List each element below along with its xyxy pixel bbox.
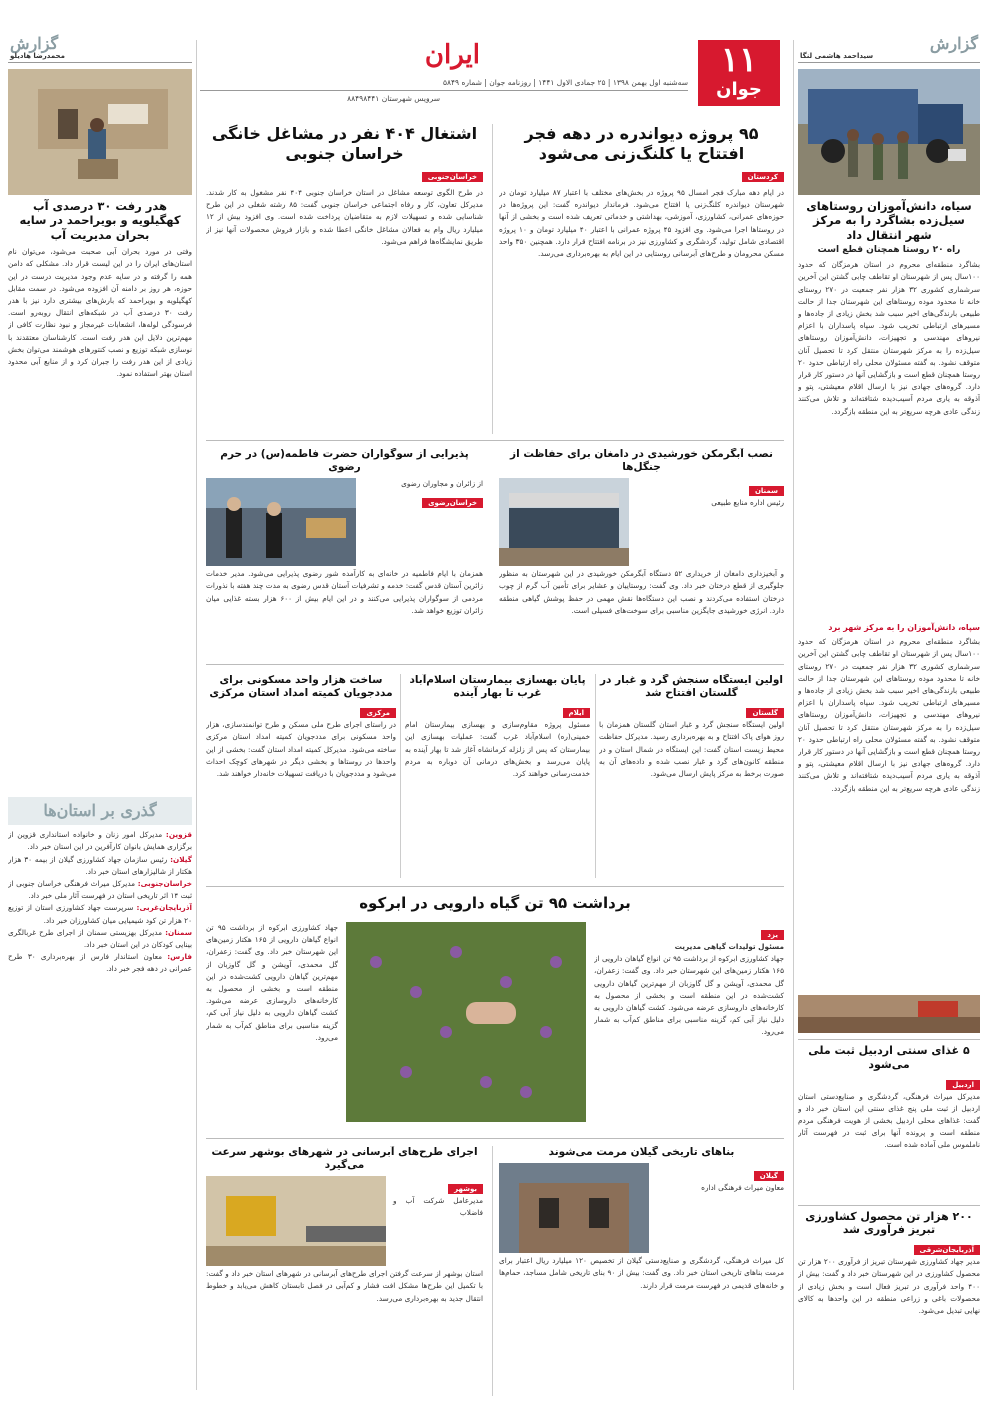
- photo-water-village: [8, 69, 192, 195]
- left-body: وفتی در مورد بحران آبی صحبت می‌شود، می‌توان نام استان‌های ایران را در این لیست قرار داد. مشکلی که دامن همه را گرفته و در سایه عدم وجود مدیریت درست در این حوزه، هر روز بر دامنه آن افزوده می‌شود. در سمت مقابل کهگیلویه و بویراحمد که بارش‌های بیشتری دارد نیز با هدر رفت ۳۰ درصدی آب در شبکه‌های انتقال روبه‌رو است. فرسودگی لوله‌ها، انشعابات غیرمجاز و نبود نظارت کافی از مهم‌ترین دلایل این هدر رفت است. کارشناسان معتقدند با نوسازی شبکه توزیع و نصب کنتورهای هوشمند می‌توان بخش زیادی از این هدر رفت را جبران کرد و از منابع آبی محدود استان بهتر استفاده نمود.: [8, 247, 192, 379]
- story2-badge: خراسان‌جنوبی: [422, 172, 483, 182]
- brief-item: فارس: معاون استاندار فارس از بهره‌برداری ۳۰ طرح عمرانی در دهه فجر خبر داد.: [8, 952, 192, 974]
- row2-2-headline: پذیرایی از سوگواران حضرت فاطمه(س) در حرم رضوی: [220, 448, 469, 474]
- row4-1-caption: معاون میراث فرهنگی اداره: [701, 1183, 784, 1193]
- masthead: [200, 40, 780, 110]
- section-title: گزارش: [929, 34, 978, 53]
- right-column: [798, 34, 980, 1394]
- rule: [492, 124, 493, 434]
- row4-story-1: [499, 1146, 784, 1396]
- right-subhead: راه ۲۰ روستا همچنان قطع است: [817, 245, 961, 256]
- top-story-2: [206, 124, 483, 434]
- logo-text: جوان: [716, 79, 762, 100]
- left-column: [8, 34, 192, 1394]
- brief-item: سمنان: مدیرکل بهزیستی سمنان از اجرای طرح غربالگری بینایی کودکان در این استان خبر داد.: [8, 927, 192, 949]
- divider: [206, 886, 784, 887]
- row4-2-caption: مدیرعامل شرکت آب و فاضلاب: [393, 1196, 483, 1218]
- story2-body: در طرح الگوی توسعه مشاغل در استان خراسان جنوبی ۴۰۴ نفر مشغول به کار شدند. مدیرکل تعاون، کار و رفاه اجتماعی خراسان جنوبی گفت: ۸۵ رشته شغلی در این طرح شناسایی شده و تسهیلات لازم به متقاضیان پرداخت شده است. وی افزود بیش از ۱۲ میلیارد ریال وام به فعالان مشاغل خانگی اعطا شده و بازار فروش محصولات آنها نیز از طریق نمایشگاه‌ها فراهم می‌شود.: [206, 188, 483, 246]
- row4-1-body: کل میراث فرهنگی، گردشگری و صنایع‌دستی گیلان از تخصیص ۱۲۰ میلیارد ریال اعتبار برای مرمت بناهای تاریخی استان خبر داد. وی گفت: بیش از ۹۰ بنای تاریخی شامل مساجد، حمام‌ها و خانه‌های قدیمی در فهرست مرمت قرار دارند.: [499, 1256, 784, 1290]
- row3-story-3: [206, 674, 396, 878]
- dateline: سه‌شنبه اول بهمن ۱۳۹۸ | ۲۵ جمادی الاول ۱۴۴۱ | روزنامه جوان | شماره ۵۸۴۹: [442, 78, 688, 87]
- right-box2: [798, 1039, 980, 1201]
- feature-caption: مسئول تولیدات گیاهی مدیریت: [674, 942, 784, 951]
- briefs-list: [8, 829, 192, 1374]
- row2-1-badge: سمنان: [749, 486, 784, 496]
- right-section-label: [798, 34, 980, 63]
- left-headline: هدر رفت ۳۰ درصدی آب کهگیلویه و بویراحمد در سایه بحران مدیریت آب: [19, 199, 181, 242]
- box2-badge: اردبیل: [946, 1080, 980, 1090]
- row4-2-body: استان بوشهر از سرعت گرفتن اجرای طرح‌های آبرسانی در شهرهای استان خبر داد و گفت: با تکمیل این طرح‌ها مشکل افت فشار و کم‌آبی در فصل تابستان کاهش می‌یابد و خطوط انتقال جدید به بهره‌برداری می‌رسد.: [206, 1269, 483, 1303]
- row3-2-body: مسئول پروژه مقاوم‌سازی و بهسازی بیمارستان امام خمینی(ره) اسلام‌آباد غرب گفت: عملیات بهسازی این بیمارستان که پس از زلزله کرمانشاه آغاز شد تا بهار آینده به پایان می‌رسد و بخش‌های درمانی آن دوباره به مردم خدمت‌رسانی خواهند کرد.: [405, 720, 590, 779]
- row3-1-body: اولین ایستگاه سنجش گرد و غبار استان گلستان همزمان با روز هوای پاک افتتاح و به بهره‌برداری رسید. مدیرکل حفاظت محیط زیست استان گفت: این ایستگاه در شمال استان و در منطقه کانون‌های گرد و غبار نصب شده و داده‌های آن به صورت برخط به مرکز پایش ارسال می‌شود.: [599, 720, 784, 779]
- logo: [698, 40, 780, 106]
- box3-headline: ۲۰۰ هزار تن محصول کشاورزی تبریز فرآوری شد: [805, 1209, 973, 1237]
- row3-3-body: در راستای اجرای طرح ملی مسکن و طرح توانمندسازی، هزار واحد مسکونی برای مددجویان کمیته امداد استان مرکزی ساخته می‌شود. مدیرکل کمیته امداد استان گفت: بخشی از این واحدها در روستاها و بخشی دیگر در شهرهای کوچک احداث می‌شود و مددجویان با دریافت تسهیلات خانه‌دار خواهند شد.: [206, 720, 396, 779]
- row3-2-badge: ایلام: [563, 708, 590, 718]
- divider: [206, 440, 784, 441]
- row4-1-badge: گیلان: [754, 1171, 784, 1181]
- photo-flood-road: [798, 995, 980, 1033]
- story1-body: در ایام دهه مبارک فجر امسال ۹۵ پروژه در بخش‌های مختلف با اعتبار ۸۷ میلیارد تومان در شهرستان دیواندره کلنگ‌زنی یا افتتاح می‌شود. فرماندار دیواندره گفت: این پروژه‌ها در حوزه‌های عمرانی، کشاورزی، آموزشی، بهداشتی و خدماتی تعریف شده است و بخشی از آنها در روستاها اجرا می‌شود. وی افزود ۴۵ پروژه عمرانی با اعتبار ۴۰ میلیارد تومان و ۱۰ پروژه اقتصادی شامل تولید، گردشگری و کشاورزی نیز در برنامه افتتاح قرار دارد. همچنین ۳۵۰ واحد مسکن محرومان و طرح‌های آبرسانی روستایی در این ایام به بهره‌برداری می‌رسد.: [499, 188, 784, 259]
- row4-1-headline: بناهای تاریخی گیلان مرمت می‌شوند: [548, 1146, 735, 1158]
- row2-2-body: همزمان با ایام فاطمیه در خانه‌ای به کارآمده شور رضوی پذیرایی می‌شود. مدیر خدمات زائرین آستان قدس گفت: خدمه و تشرفیات آستان قدس رضوی به مدت چند هفته با نذورات مردمی از سوگواران پذیرایی می‌کنند و در این ایام بیش از ۶۰۰ هزار بسته غذایی میان زائران توزیع خواهد شد.: [206, 569, 483, 615]
- editor-line: سرویس شهرستان ۸۸۴۹۸۴۴۱: [347, 94, 440, 103]
- feature-badge: یزد: [761, 930, 784, 940]
- row3-story-2: [405, 674, 590, 878]
- divider: [206, 664, 784, 665]
- rule: [793, 40, 794, 1390]
- row2-1-headline: نصب آبگرمکن خورشیدی در دامغان برای حفاظت از جنگل‌ها: [510, 448, 773, 474]
- story2-headline: اشتغال ۴۰۴ نفر در مشاغل خانگی خراسان جنوبی: [211, 124, 478, 163]
- right-body-continued: بشاگرد منطقه‌ای محروم در استان هرمزگان که حدود ۱۰۰سال پس از شهرستان او تقاطف چابی گشتن این آخرین سرشماری کشوری ۳۲ هزار نفر جمعیت در ۲۷۰ روستای خانه تا محدود موده روستاهای این شهرستان جدا از حالت طبیعی بارندگی‌های اخیر سبب شد بخش زیادی از جاده‌ها و مسیرهای ارتباطی تخریب شود. سپاه پاسداران با اعزام نیروهای مهندسی و تجهیزات، دانش‌آموزان روستاهای سیل‌زده را به مرکز شهرستان منتقل کرد تا تحصیل آنان متوقف نشود. به گفته مسئولان محلی راه ارتباطی حدود ۲۰ روستا همچنان قطع است و بازگشایی آنها در دستور کار قرار دارد. گروه‌های جهادی نیز با ارسال اقلام معیشتی، پتو و آذوقه به یاری مردم آسیب‌دیده شتافته‌اند و تلاش می‌کنند زندگی عادی هرچه سریع‌تر به این منطقه بازگردد.: [798, 637, 980, 793]
- rule: [595, 674, 596, 878]
- row2-1-caption: رئیس اداره منابع طبیعی: [711, 498, 784, 508]
- feature-body-continued: جهاد کشاورزی ابرکوه از برداشت ۹۵ تن انواع گیاهان دارویی از ۱۶۵ هکتار زمین‌های این شهرستان خبر داد. وی گفت: زعفران، گل محمدی، آویشن و گل گاوزبان از مهم‌ترین گیاهان دارویی کشت‌شده در این منطقه است و بخشی از محصول به کارخانه‌های داروسازی عرضه می‌شود. کشت گیاهان دارویی به دلیل نیاز آبی کم، گزینه مناسبی برای مناطق کم‌آب به شمار می‌رود.: [206, 923, 338, 1042]
- brief-item: قزوین: مدیرکل امور زنان و خانواده استانداری قزوین از برگزاری همایش بانوان کارآفرین در این استان خبر داد.: [8, 830, 192, 852]
- row2-2-caption: از زائران و مجاوران رضوی: [401, 479, 483, 489]
- feature-body: جهاد کشاورزی ابرکوه از برداشت ۹۵ تن انواع گیاهان دارویی از ۱۶۵ هکتار زمین‌های این شهرستان خبر داد. وی گفت: زعفران، گل محمدی، آویشن و گل گاوزبان از مهم‌ترین گیاهان دارویی کشت‌شده در این منطقه است و بخشی از محصول به کارخانه‌های داروسازی عرضه می‌شود. کشت گیاهان دارویی به دلیل نیاز آبی کم، گزینه مناسبی برای مناطق کم‌آب به شمار می‌رود.: [594, 954, 784, 1037]
- right-body: بشاگرد منطقه‌ای محروم در استان هرمزگان که حدود ۱۰۰سال پس از شهرستان او تقاطف چابی گشتن این آخرین سرشماری کشوری ۳۲ هزار نفر جمعیت در ۲۷۰ روستای خانه تا محدود موده روستاهای این شهرستان جدا از حالت طبیعی بارندگی‌های اخیر سبب شد بخش زیادی از جاده‌ها و مسیرهای ارتباطی تخریب شود. سپاه پاسداران با اعزام نیروهای مهندسی و تجهیزات، دانش‌آموزان روستاهای سیل‌زده را به مرکز شهرستان منتقل کرد تا تحصیل آنان متوقف نشود. به گفته مسئولان محلی راه ارتباطی حدود ۲۰ روستا همچنان قطع است و بازگشایی آنها در دستور کار قرار دارد. گروه‌های جهادی نیز با ارسال اقلام معیشتی، پتو و آذوقه به یاری مردم آسیب‌دیده شتافته‌اند و تلاش می‌کنند زندگی عادی هرچه سریع‌تر به این منطقه بازگردد.: [798, 260, 980, 416]
- author: سیداحمد هاشمی لنگا: [800, 52, 874, 60]
- row4-2-badge: بوشهر: [448, 1184, 483, 1194]
- rule: [492, 1146, 493, 1396]
- logo-number: ۱۱: [720, 40, 758, 80]
- photo-medicinal-plants: [346, 922, 586, 1122]
- photo-historic-building: [499, 1163, 649, 1253]
- photo-solar-heater: [499, 478, 629, 566]
- rule: [196, 40, 197, 1390]
- box2-body: مدیرکل میراث فرهنگی، گردشگری و صنایع‌دستی استان اردبیل از ثبت ملی پنج غذای سنتی این استان خبر داد و گفت: غذاهای محلی اردبیل بخشی از هویت فرهنگی مردم منطقه است و پرونده آنها برای ثبت در فهرست آثار ناملموس ملی آماده شده است.: [798, 1091, 980, 1150]
- provinces-banner-text: گذری بر استان‌ها: [43, 801, 157, 821]
- section-script: ایران: [424, 40, 480, 70]
- rule: [400, 674, 401, 878]
- row4-story-2: [206, 1146, 483, 1396]
- box3-badge: آذربایجان‌شرقی: [914, 1245, 980, 1255]
- right-midbox: سپاه، دانش‌آموزان را به مرکز شهر برد: [828, 623, 980, 633]
- story1-badge: کردستان: [742, 172, 784, 182]
- photo-pipeline-works: [206, 1176, 386, 1266]
- row3-1-badge: گلستان: [746, 708, 784, 718]
- row2-1-body: و آبخیزداری دامغان از خریداری ۵۲ دستگاه آبگرمکن خورشیدی در این شهرستان به منظور جلوگیری از قطع درختان خبر داد. وی گفت: روستاییان و عشایر برای تأمین آب گرم از چوب درختان استفاده می‌کردند و نصب این دستگاه‌ها نقش مهمی در حفظ پوشش گیاهی منطقه دارد. انرژی خورشیدی جایگزین مناسبی برای سوخت‌های فسیلی است.: [499, 569, 784, 615]
- row3-3-headline: ساخت هزار واحد مسکونی برای مددجویان کمیته امداد استان مرکزی: [209, 674, 393, 700]
- left-section-label: [8, 34, 192, 63]
- photo-flood-truck: [798, 69, 980, 195]
- left-section-title: گزارش: [10, 34, 59, 53]
- right-box3: [798, 1205, 980, 1367]
- row3-2-headline: پایان بهسازی بیمارستان اسلام‌آباد غرب تا بهار آینده: [409, 674, 586, 700]
- row3-1-headline: اولین ایستگاه سنجش گرد و غبار در گلستان افتتاح شد: [600, 674, 783, 700]
- feature-headline: برداشت ۹۵ تن گیاه دارویی در ابرکوه: [359, 894, 631, 912]
- box3-body: مدیر جهاد کشاورزی شهرستان تبریز از فرآوری ۲۰۰ هزار تن محصول کشاورزی در این شهرستان خبر داد و گفت: بیش از ۴۰۰ واحد فرآوری در تبریز فعال است و بخش زیادی از محصولات باغی و زراعی منطقه در این واحدها به کالای نهایی تبدیل می‌شود.: [798, 1257, 980, 1315]
- top-story-1: [499, 124, 784, 434]
- center-feature: [206, 894, 784, 1132]
- brief-item: خراسان‌جنوبی: مدیرکل میراث فرهنگی خراسان جنوبی از ثبت ۱۴ اثر تاریخی استان در فهرست آثار ملی خبر داد.: [8, 878, 192, 901]
- row2-story-2: [206, 448, 483, 658]
- divider: [206, 1138, 784, 1139]
- row4-2-headline: اجرای طرح‌های آبرسانی در شهرهای بوشهر سرعت می‌گیرد: [211, 1146, 478, 1172]
- photo-shrine-hospitality: [206, 478, 356, 566]
- box2-headline: ۵ غذای سنتی اردبیل ثبت ملی می‌شود: [808, 1044, 970, 1071]
- row3-story-1: [599, 674, 784, 878]
- row3-3-badge: مرکزی: [360, 708, 396, 718]
- provinces-banner: [8, 797, 192, 825]
- row2-story-1: [499, 448, 784, 658]
- right-headline: سیاه، دانش‌آموزان روستاهای سیل‌زده بشاگرد را به مرکز شهر انتقال داد: [806, 199, 972, 242]
- left-author: محمدرضا هادیلو: [10, 52, 65, 60]
- row2-2-badge: خراسان‌رضوی: [422, 498, 483, 508]
- story1-headline: ۹۵ پروژه دیواندره در دهه فجر افتتاح یا کلنگ‌زنی می‌شود: [524, 124, 759, 163]
- masthead-rule: [200, 90, 688, 91]
- brief-item: گیلان: رئیس سازمان جهاد کشاورزی گیلان از بیمه ۳۰ هزار هکتار از شالیزارهای استان خبر داد.: [8, 854, 192, 876]
- brief-item: آذربایجان‌غربی: سرپرست جهاد کشاورزی استان از توزیع ۲۰ هزار تن کود شیمیایی میان کشاورزان خبر داد.: [8, 903, 192, 925]
